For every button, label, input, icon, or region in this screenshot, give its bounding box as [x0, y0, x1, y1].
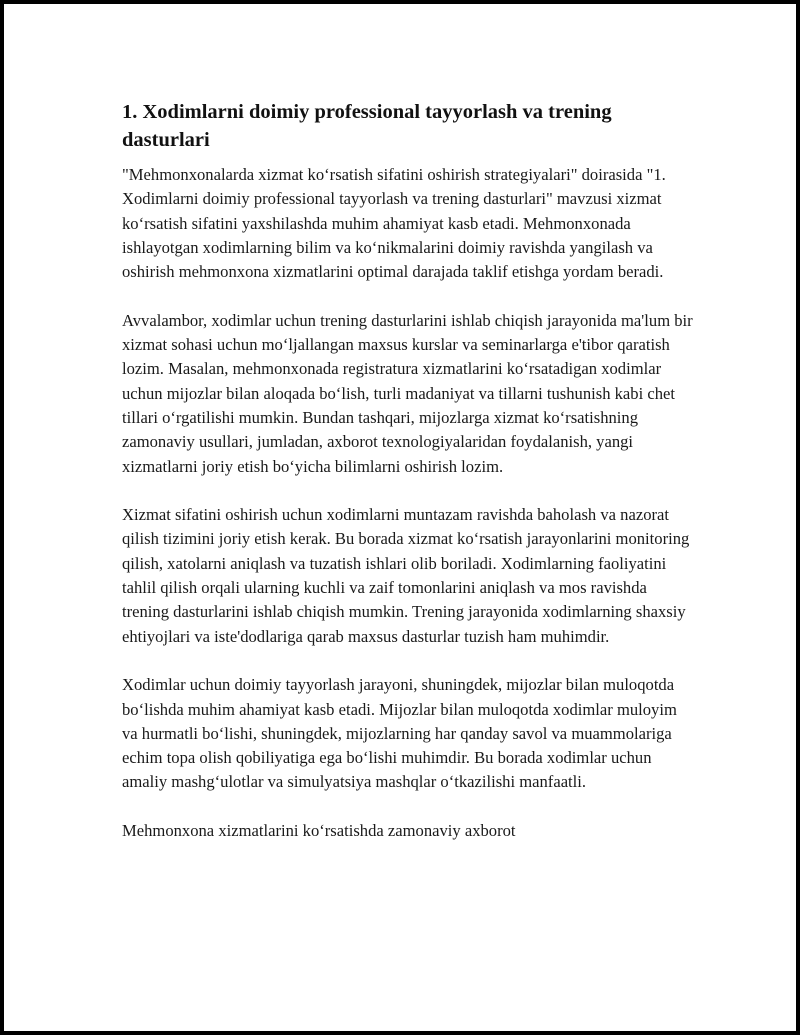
paragraph-training-programs: Avvalambor, xodimlar uchun trening dasturlarini ishlab chiqish jarayonida ma'lum bir xizmat sohasi uchun moʻljallangan maxsus kurslar va seminarlarga e'tibor qaratish lozim. Masalan, mehmonxonada registratura xizmatlarini koʻrsatadigan xodimlar uchun mijozlar bilan aloqada boʻlish, turli madaniyat va tillarni tushunish kabi chet tillari oʻrgatilishi mumkin. Bundan tashqari, mijozlarga xizmat koʻrsatishning zamonaviy usullari, jumladan, axborot texnologiyalaridan foydalanish, yangi xizmatlarni joriy etish boʻyicha bilimlarni oshirish lozim.: [122, 310, 693, 476]
paragraph-intro: "Mehmonxonalarda xizmat koʻrsatish sifatini oshirish strategiyalari" doirasida "1. Xodimlarni doimiy professional tayyorlash va trening dasturlari" mavzusi xizmat koʻrsatish sifatini yaxshilashda muhim ahamiyat kasb etadi. Mehmonxonada ishlayotgan xodimlarning bilim va koʻnikmalarini doimiy ravishda yangilash va oshirish mehmonxona xizmatlarini optimal darajada taklif etishga yordam beradi.: [122, 165, 666, 282]
paragraph-evaluation: Xizmat sifatini oshirish uchun xodimlarni muntazam ravishda baholash va nazorat qilish tizimini joriy etish kerak. Bu borada xizmat koʻrsatish jarayonlarini monitoring qilish, xatolarni aniqlash va tuzatish ishlari olib boriladi. Xodimlarning faoliyatini tahlil qilish orqali ularning kuchli va zaif tomonlarini aniqlash va mos ravishda trening dasturlarini ishlab chiqish mumkin. Trening jarayonida xodimlarning shaxsiy ehtiyojlari va iste'dodlariga qarab maxsus dasturlar tuzish ham muhimdir.: [122, 505, 690, 646]
paragraph-customer-communication: Xodimlar uchun doimiy tayyorlash jarayoni, shuningdek, mijozlar bilan muloqotda boʻlishda muhim ahamiyat kasb etadi. Mijozlar bilan muloqotda xodimlar muloyim va hurmatli boʻlishi, shuningdek, mijozlarning har qanday savol va muammolariga echim topa olish qobiliyatiga ega boʻlishi muhimdir. Bu borada xodimlar uchun amaliy mashgʻulotlar va simulyatsiya mashqlar oʻtkazilishi manfaatli.: [122, 675, 677, 792]
document-body: [122, 98, 694, 843]
section-heading: 1. Xodimlarni doimiy professional tayyorlash va trening dasturlari: [122, 101, 612, 151]
paragraph-truncated: Mehmonxona xizmatlarini koʻrsatishda zamonaviy axborot: [122, 821, 516, 841]
